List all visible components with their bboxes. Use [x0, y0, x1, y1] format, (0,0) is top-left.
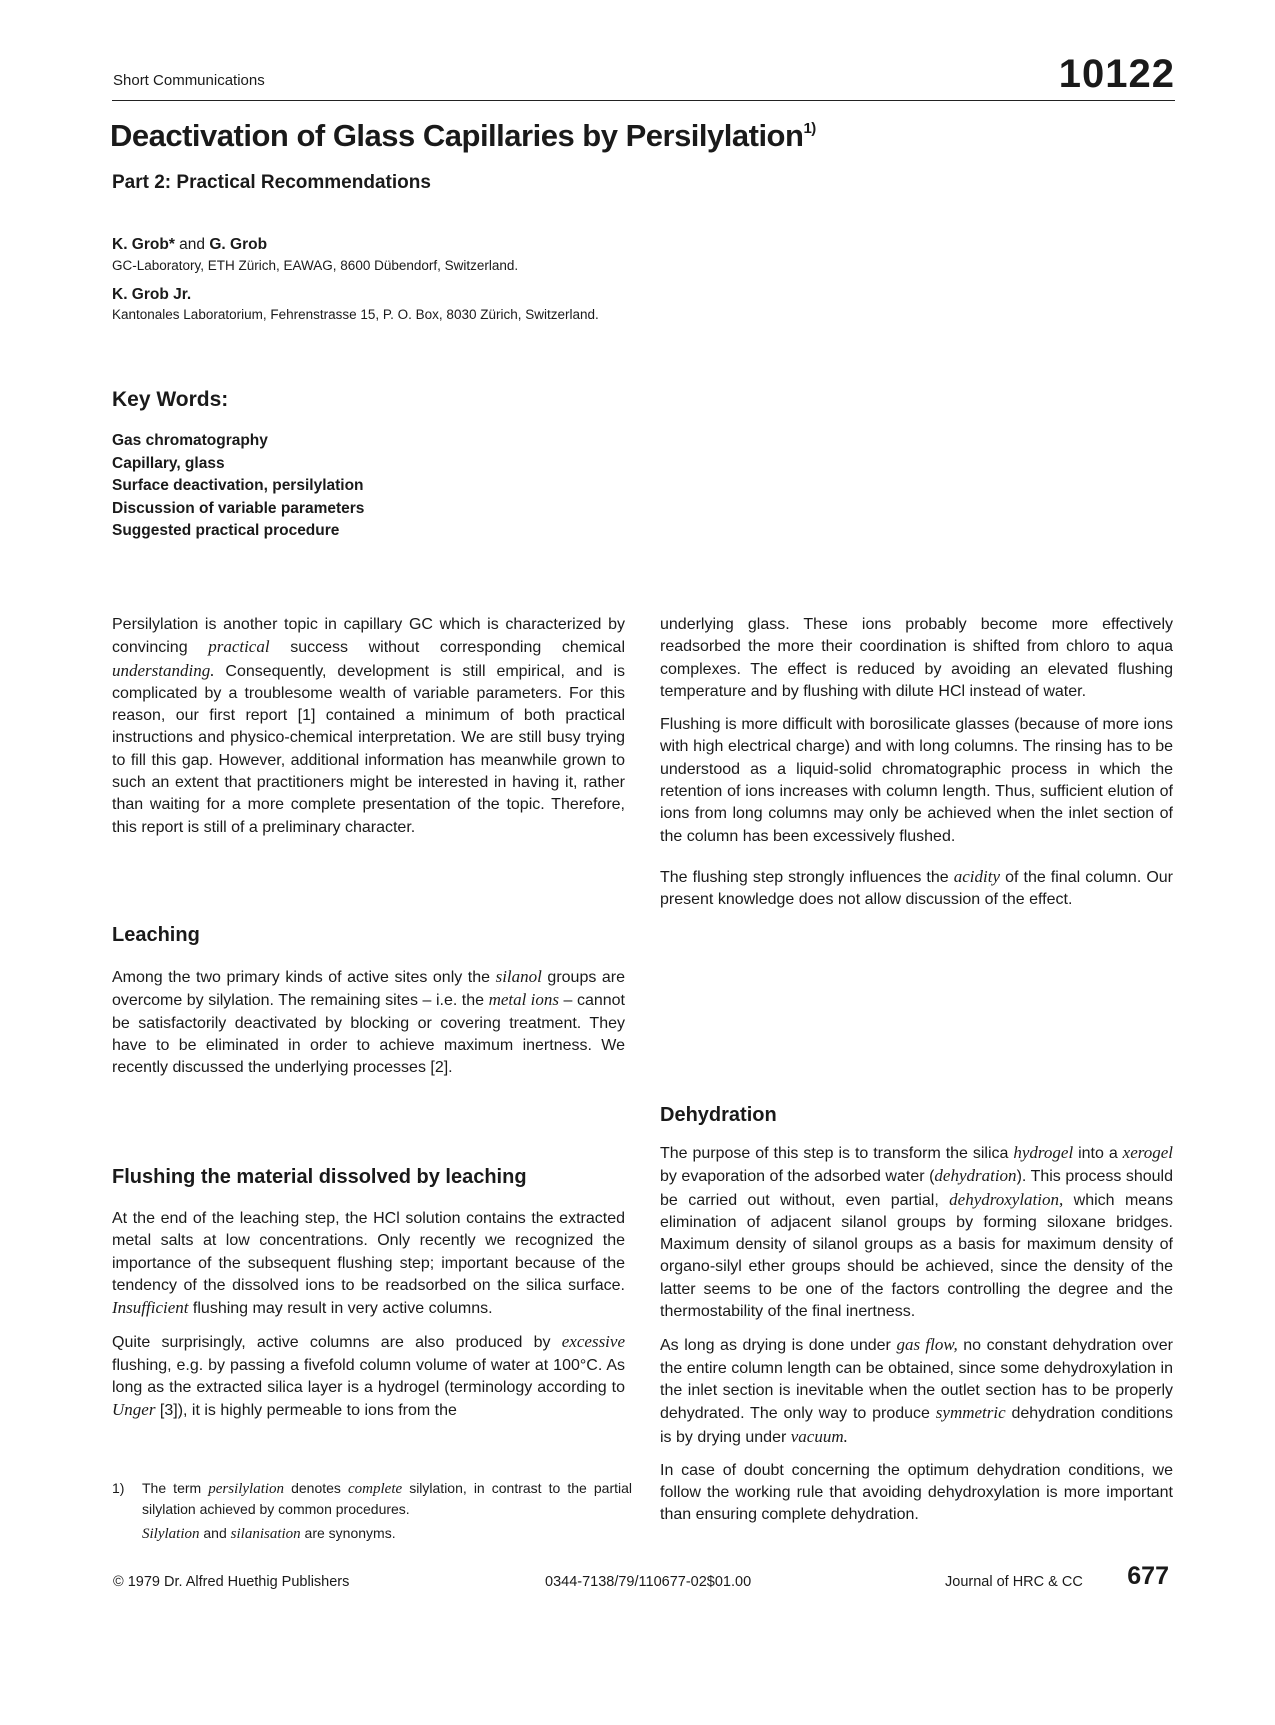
article-title: [110, 118, 816, 154]
keywords-list: [112, 430, 364, 543]
flushing-section: [112, 1208, 625, 1434]
author-joiner: and: [174, 236, 210, 253]
section-label: Short Communications: [113, 72, 265, 89]
title-text: Deactivation of Glass Capillaries by Persilylation: [110, 118, 804, 153]
article-subtitle: Part 2: Practical Recommendations: [112, 172, 431, 193]
keyword-item: Gas chromatography: [112, 432, 268, 449]
footnote-mark: 1): [112, 1480, 125, 1496]
flushing-paragraph-2: Quite surprisingly, active columns are also produced by excessive flushing, e.g. by passing a fivefold column volume of water at 100°C. As long as the extracted silica layer is a hydrogel (terminology according to Unger [3]), it is highly permeable to ions from the: [112, 1332, 625, 1420]
intro-paragraph: Persilylation is another topic in capillary GC which is characterized by convincing practical success without corresponding chemical understanding. Consequently, development is still empirical, and is complicated by a troublesome wealth of variable parameters. For this reason, our first report [1] contained a minimum of both practical instructions and physico-chemical interpretation. We are still busy trying to fill this gap. However, additional information has meanwhile grown to such an extent that practitioners might be interested in having it, rather than waiting for a more complete presentation of the topic. Therefore, this report is still of a preliminary character.: [112, 616, 625, 836]
keyword-item: Surface deactivation, persilylation: [112, 477, 364, 494]
dehydration-paragraph-3: In case of doubt concerning the optimum dehydration conditions, we follow the working rule that avoiding dehydroxylation is more important than ensuring complete dehydration.: [660, 1461, 1173, 1524]
flushing-paragraph-1: At the end of the leaching step, the HCl solution contains the extracted metal salts at low concentrations. Only recently we recognized the importance of the subsequent flushing step; important because of the tendency of the dissolved ions to be readsorbed on the silica surface. Insufficient flushing may result in very active columns.: [112, 1210, 625, 1318]
author-name: K. Grob Jr.: [112, 286, 192, 303]
flushing-continued-paragraph: underlying glass. These ions probably become more effectively readsorbed the more their coordination is shifted from chloro to aqua complexes. The effect is reduced by avoiding an elevated flushing temperature and by flushing with dilute HCl instead of water.: [660, 616, 1173, 700]
keyword-item: Suggested practical procedure: [112, 522, 340, 539]
dehydration-section: [660, 1142, 1173, 1538]
keywords-heading: Key Words:: [112, 388, 229, 411]
author-line-1: [112, 236, 267, 254]
page-number: 677: [1127, 1562, 1169, 1590]
leaching-paragraph: Among the two primary kinds of active sites only the silanol groups are overcome by silylation. The remaining sites – i.e. the metal ions – cannot be satisfactorily deactivated by blocking or covering treatment. They have to be eliminated in order to achieve maximum inertness. We recently discussed the underlying processes [2].: [112, 967, 626, 1077]
author-name: K. Grob*: [112, 236, 175, 253]
flushing-heading: Flushing the material dissolved by leaching: [112, 1166, 527, 1188]
footer-copyright: © 1979 Dr. Alfred Huethig Publishers: [113, 1574, 350, 1590]
author-line-2: [112, 286, 191, 304]
footer-issn: 0344-7138/79/110677-02$01.00: [545, 1574, 752, 1590]
footnote: 1) The term persilylation denotes complete silylation, in contrast to the partial silylation achieved by common procedures. Silylation and silanisation are synonyms.: [112, 1480, 632, 1542]
right-column-top: [660, 614, 1173, 923]
acidity-paragraph: The flushing step strongly influences the acidity of the final column. Our present knowledge does not allow discussion of the effect.: [660, 866, 1174, 909]
affiliation-1: GC-Laboratory, ETH Zürich, EAWAG, 8600 Dübendorf, Switzerland.: [112, 258, 519, 273]
header-rule: [112, 100, 1175, 101]
dehydration-paragraph-1: The purpose of this step is to transform the silica hydrogel into a xerogel by evaporation of the adsorbed water (dehydration). This process should be carried out without, even partial, dehydroxylation, which means elimination of adjacent silanol groups by forming siloxane bridges. Maximum density of silanol groups as a basis for maximum density of organo-silyl ether groups should be achieved, since the density of the latter seems to be one of the factors controlling the degree and the thermostability of the final inertness.: [660, 1143, 1174, 1321]
dehydration-heading: Dehydration: [660, 1104, 777, 1126]
affiliation-2: Kantonales Laboratorium, Fehrenstrasse 15, P. O. Box, 8030 Zürich, Switzerland.: [112, 307, 599, 322]
author-name: G. Grob: [209, 236, 268, 253]
article-code: 10122: [1058, 52, 1175, 96]
keyword-item: Discussion of variable parameters: [112, 499, 365, 517]
keyword-item: Capillary, glass: [112, 454, 225, 472]
footer-journal: Journal of HRC & CC: [945, 1574, 1083, 1590]
title-footnote-ref: 1): [803, 120, 816, 137]
borosilicate-paragraph: Flushing is more difficult with borosilicate glasses (because of more ions with high electrical charge) and with long columns. The rinsing has to be understood as a liquid-solid chromatographic process in which the retention of ions increases with column length. Thus, sufficient elution of ions from long columns may only be achieved when the inlet section of the column has been excessively flushed.: [660, 716, 1173, 845]
dehydration-paragraph-2: As long as drying is done under gas flow, no constant dehydration over the entire column length can be obtained, since some dehydroxylation in the inlet section is inevitable when the outlet section has to be properly dehydrated. The only way to produce symmetric dehydration conditions is by drying under vacuum.: [660, 1335, 1173, 1446]
leaching-heading: Leaching: [112, 924, 200, 946]
